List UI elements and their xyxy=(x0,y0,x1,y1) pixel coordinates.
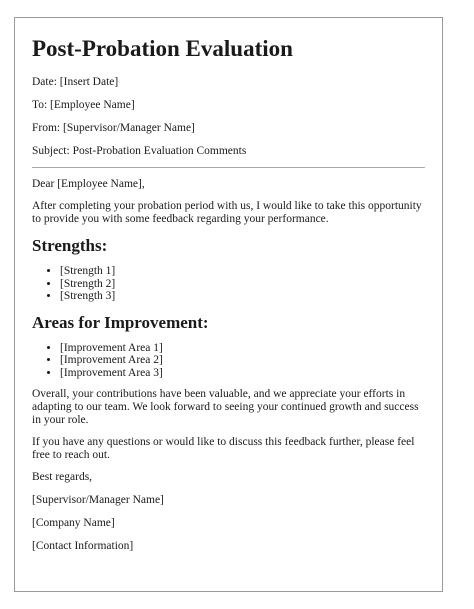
subject-line: Subject: Post-Probation Evaluation Comments xyxy=(32,145,247,157)
from-line: From: [Supervisor/Manager Name] xyxy=(32,122,195,134)
contact-info: [Contact Information] xyxy=(32,540,134,552)
improvement-list xyxy=(32,342,425,380)
closing-regards: Best regards, xyxy=(32,471,93,483)
list-item: • [Improvement Area 1] xyxy=(60,342,425,355)
list-item: • [Improvement Area 2] xyxy=(60,354,425,367)
company-name: [Company Name] xyxy=(32,517,115,529)
list-item: • [Strength 3] xyxy=(60,290,425,303)
improvement-heading: Areas for Improvement: xyxy=(32,312,209,332)
letter-page xyxy=(14,17,443,592)
list-item: • [Strength 2] xyxy=(60,278,425,291)
to-line: To: [Employee Name] xyxy=(32,99,135,111)
questions-paragraph: If you have any questions or would like to discuss this feedback further, please feel free to reach out. xyxy=(32,436,415,461)
strengths-heading: Strengths: xyxy=(32,236,108,255)
letter-header xyxy=(32,75,425,158)
divider xyxy=(32,167,425,168)
signer-name: [Supervisor/Manager Name] xyxy=(32,494,164,506)
list-item: • [Improvement Area 3] xyxy=(60,367,425,380)
strengths-list xyxy=(32,265,425,303)
date-line: Date: [Insert Date] xyxy=(32,76,119,88)
salutation: Dear [Employee Name], xyxy=(32,178,145,190)
overall-paragraph: Overall, your contributions have been valuable, and we appreciate your efforts in adapting to our team. We look forward to seeing your continued growth and success in your role. xyxy=(32,388,419,426)
page-title: Post-Probation Evaluation xyxy=(32,36,293,61)
signature-block xyxy=(32,471,425,553)
list-item: • [Strength 1] xyxy=(60,265,425,278)
intro-paragraph: After completing your probation period with us, I would like to take this opportunity to provide you with some feedback regarding your performance. xyxy=(32,200,422,225)
